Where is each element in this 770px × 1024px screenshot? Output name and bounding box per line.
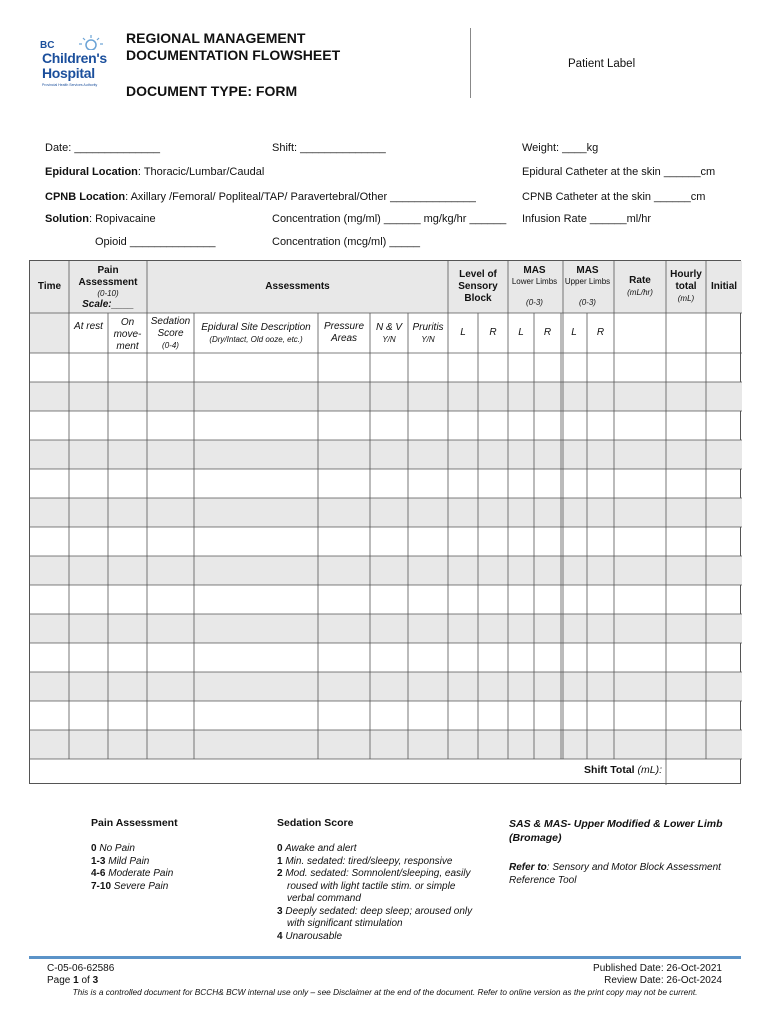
col-mas-upper-range: (0-3) bbox=[579, 298, 596, 307]
col-pruritis: Pruritis bbox=[412, 322, 444, 333]
col-rate-unit: (mL/hr) bbox=[627, 288, 653, 297]
legend-sas-title: SAS & MAS- Upper Modified & Lower Limb (Bromage) bbox=[509, 818, 723, 844]
col-sedation-range: (0-4) bbox=[162, 341, 179, 350]
patient-label: Patient Label bbox=[568, 58, 636, 70]
col-on-movement: On move- ment bbox=[113, 317, 142, 352]
header-divider bbox=[470, 28, 471, 98]
sed-item: 2 Mod. sedated: Somnolent/sleeping, easily roused with light tactile stim. or simple verbal command bbox=[277, 868, 471, 904]
col-pain-range: (0-10) bbox=[97, 289, 119, 298]
cpnb-location-label: CPNB Location bbox=[45, 191, 126, 203]
legend-sedation-list bbox=[277, 843, 482, 943]
logo-line1: Children's bbox=[42, 50, 107, 66]
opioid-field[interactable]: Opioid ______________ bbox=[95, 236, 216, 248]
col-mas-upper-sub: Upper Limbs bbox=[564, 277, 611, 286]
document-type: DOCUMENT TYPE: FORM bbox=[126, 83, 298, 99]
title-line2: DOCUMENTATION FLOWSHEET bbox=[126, 47, 341, 63]
col-sensory-r: R bbox=[489, 327, 497, 338]
col-time: Time bbox=[37, 281, 62, 292]
col-initial: Initial bbox=[710, 281, 738, 292]
bc-childrens-hospital-logo bbox=[40, 34, 120, 94]
shift-total-label: Shift Total (mL): bbox=[584, 764, 662, 776]
cpnb-location-field[interactable] bbox=[45, 191, 476, 203]
disclaimer: This is a controlled document for BCCH& BCW internal use only – see Disclaimer at the end of the document. Refer to online version as the print copy may not be current. bbox=[72, 987, 698, 997]
logo-line2: Hospital bbox=[42, 65, 95, 81]
sed-item: 3 Deeply sedated: deep sleep; aroused only with significant stimulation bbox=[277, 905, 473, 929]
solution-label: Solution bbox=[45, 213, 89, 225]
sed-item: 0 Awake and alert bbox=[277, 843, 357, 854]
published-date: Published Date: 26-Oct-2021 bbox=[593, 963, 722, 974]
document-title bbox=[126, 30, 340, 64]
col-pain-scale: Scale:____ bbox=[82, 299, 134, 310]
concentration-mcg-field[interactable]: Concentration (mcg/ml) _____ bbox=[272, 236, 420, 248]
title-line1: REGIONAL MANAGEMENT bbox=[126, 30, 306, 46]
col-sedation: Sedation Score bbox=[150, 316, 191, 339]
col-epidural-site: Epidural Site Description bbox=[201, 322, 311, 333]
col-pressure-areas: Pressure Areas bbox=[323, 321, 364, 344]
pain-item: 1-3 Mild Pain bbox=[91, 855, 150, 867]
sed-item: 1 Min. sedated: tired/sleepy, responsive bbox=[277, 855, 453, 867]
solution-field[interactable] bbox=[45, 213, 156, 225]
epidural-location-value: : Thoracic/Lumbar/Caudal bbox=[137, 166, 265, 178]
legend-sedation-title: Sedation Score bbox=[277, 817, 354, 829]
epidural-location-label: Epidural Location bbox=[45, 166, 138, 178]
sun-logo-icon bbox=[74, 34, 108, 50]
col-epidural-site-sub: (Dry/Intact, Old ooze, etc.) bbox=[209, 335, 303, 344]
col-mas-lower-range: (0-3) bbox=[526, 298, 543, 307]
sed-item: 4 Unarousable bbox=[277, 930, 343, 942]
col-mas-upper-l: L bbox=[571, 327, 577, 338]
doc-code: C-05-06-62586 bbox=[47, 963, 115, 974]
col-mas-lower-sub: Lower Limbs bbox=[511, 277, 558, 286]
col-sensory-block: Level of Sensory Block bbox=[458, 269, 498, 304]
col-assessments: Assessments bbox=[265, 281, 330, 292]
footer-rule bbox=[29, 956, 741, 959]
solution-value: : Ropivacaine bbox=[89, 213, 156, 225]
legend-refer bbox=[509, 862, 739, 887]
col-mas-upper-title: MAS bbox=[576, 265, 599, 276]
col-mas-lower-title: MAS bbox=[523, 265, 546, 276]
legend-pain-title: Pain Assessment bbox=[91, 817, 178, 829]
col-nv: N & V bbox=[375, 322, 403, 333]
shift-field[interactable]: Shift: ______________ bbox=[272, 142, 386, 154]
col-sensory-l: L bbox=[460, 327, 466, 338]
col-mas-lower-r: R bbox=[543, 327, 552, 338]
epidural-catheter-field[interactable]: Epidural Catheter at the skin ______cm bbox=[522, 166, 716, 178]
concentration-mg-field[interactable]: Concentration (mg/ml) ______ mg/kg/hr ______ bbox=[272, 213, 507, 225]
legend-refer-label: Refer to bbox=[509, 862, 547, 873]
cpnb-catheter-field[interactable]: CPNB Catheter at the skin ______cm bbox=[522, 191, 706, 203]
cpnb-location-value: : Axillary /Femoral/ Popliteal/TAP/ Paravertebral/Other ______________ bbox=[125, 191, 476, 203]
col-hourly-total: Hourly total bbox=[670, 269, 702, 292]
col-rate: Rate bbox=[629, 275, 651, 286]
logo-bc: BC bbox=[40, 40, 55, 51]
col-mas-upper-r: R bbox=[596, 327, 605, 338]
epidural-location-field[interactable] bbox=[45, 166, 264, 178]
logo-sub: Provincial Health Services Authority bbox=[42, 83, 98, 87]
flowsheet-table bbox=[29, 260, 741, 784]
pain-item: 4-6 Moderate Pain bbox=[91, 868, 174, 879]
col-hourly-unit: (mL) bbox=[677, 294, 695, 303]
review-date: Review Date: 26-Oct-2024 bbox=[604, 975, 722, 986]
col-pain-title: Pain Assessment bbox=[78, 265, 138, 288]
pain-item: 0 No Pain bbox=[91, 843, 135, 854]
col-nv-yn: Y/N bbox=[382, 335, 396, 344]
infusion-rate-field[interactable]: Infusion Rate ______ml/hr bbox=[522, 213, 652, 225]
weight-field[interactable]: Weight: ____kg bbox=[522, 142, 599, 154]
col-at-rest: At rest bbox=[74, 321, 103, 332]
legend-pain-list bbox=[91, 843, 173, 893]
legend-refer-text: : Sensory and Motor Block Assessment Reference Tool bbox=[509, 862, 721, 886]
date-field[interactable]: Date: ______________ bbox=[45, 142, 160, 154]
pain-item: 7-10 Severe Pain bbox=[91, 880, 169, 892]
page-number: Page 1 of 3 bbox=[47, 975, 99, 986]
col-pruritis-yn: Y/N bbox=[421, 335, 435, 344]
col-mas-lower-l: L bbox=[518, 327, 524, 338]
